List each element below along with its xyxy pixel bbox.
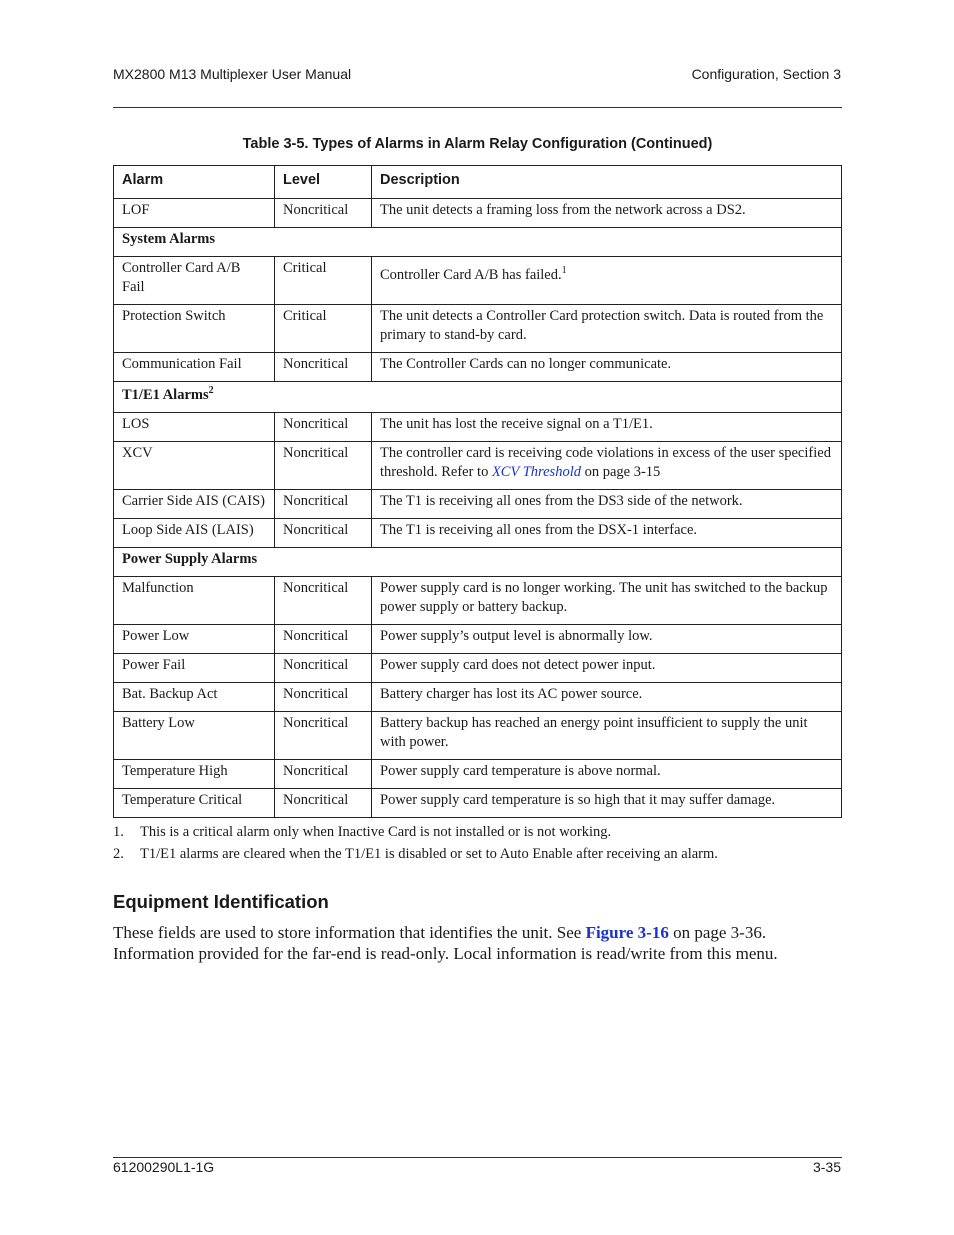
alarm-cell: Temperature High bbox=[114, 760, 275, 789]
level-cell: Noncritical bbox=[275, 199, 372, 228]
footnote bbox=[113, 823, 842, 845]
footnote-number: 1. bbox=[113, 824, 124, 840]
alarm-cell: Loop Side AIS (LAIS) bbox=[114, 519, 275, 548]
column-header-level: Level bbox=[275, 166, 372, 199]
level-cell: Noncritical bbox=[275, 683, 372, 712]
alarm-cell: Communication Fail bbox=[114, 353, 275, 382]
level-cell: Noncritical bbox=[275, 413, 372, 442]
table-row bbox=[114, 519, 842, 548]
alarm-cell: Controller Card A/B Fail bbox=[114, 257, 275, 305]
alarm-cell: Protection Switch bbox=[114, 305, 275, 353]
alarm-cell: Bat. Backup Act bbox=[114, 683, 275, 712]
description-cell: Battery backup has reached an energy point insufficient to supply the unit with power. bbox=[372, 712, 842, 760]
section-row bbox=[114, 228, 842, 257]
footnote-text: T1/E1 alarms are cleared when the T1/E1 is disabled or set to Auto Enable after receiving an alarm. bbox=[140, 846, 718, 862]
table-row bbox=[114, 683, 842, 712]
table-row bbox=[114, 257, 842, 305]
header-rule bbox=[113, 107, 842, 108]
running-header-title: MX2800 M13 Multiplexer User Manual bbox=[113, 66, 352, 82]
section-row bbox=[114, 548, 842, 577]
alarm-cell: LOF bbox=[114, 199, 275, 228]
level-cell: Noncritical bbox=[275, 760, 372, 789]
description-cell: The Controller Cards can no longer communicate. bbox=[372, 353, 842, 382]
table-row bbox=[114, 712, 842, 760]
footnote bbox=[113, 845, 842, 867]
table-row bbox=[114, 353, 842, 382]
alarm-cell: Malfunction bbox=[114, 577, 275, 625]
description-text: The controller card is receiving code violations in excess of the user specified threshold. Refer to bbox=[380, 445, 831, 480]
table-row bbox=[114, 625, 842, 654]
description-text: Controller Card A/B has failed. bbox=[380, 267, 562, 283]
section-row bbox=[114, 382, 842, 413]
description-cell: The T1 is receiving all ones from the DS3 side of the network. bbox=[372, 490, 842, 519]
figure-reference-link[interactable]: Figure 3-16 bbox=[585, 923, 669, 942]
level-cell: Noncritical bbox=[275, 625, 372, 654]
xcv-threshold-link[interactable]: XCV Threshold bbox=[491, 464, 581, 480]
table-row bbox=[114, 789, 842, 818]
description-cell: Power supply card does not detect power input. bbox=[372, 654, 842, 683]
description-cell bbox=[372, 257, 842, 305]
column-header-alarm: Alarm bbox=[114, 166, 275, 199]
footer-rule bbox=[113, 1157, 842, 1158]
alarm-cell: Power Low bbox=[114, 625, 275, 654]
table-row bbox=[114, 305, 842, 353]
level-cell: Noncritical bbox=[275, 577, 372, 625]
level-cell: Noncritical bbox=[275, 712, 372, 760]
description-cell: The T1 is receiving all ones from the DSX-1 interface. bbox=[372, 519, 842, 548]
body-text: on page 3-36. Information provided for the far-end is read-only. Local information is read/write from this menu. bbox=[113, 923, 778, 963]
table-row bbox=[114, 442, 842, 490]
table-header-row bbox=[114, 166, 842, 199]
table-caption: Table 3-5. Types of Alarms in Alarm Relay Configuration (Continued) bbox=[242, 136, 713, 152]
description-cell: Battery charger has lost its AC power source. bbox=[372, 683, 842, 712]
table-row bbox=[114, 490, 842, 519]
description-cell: The unit has lost the receive signal on a T1/E1. bbox=[372, 413, 842, 442]
alarms-table bbox=[113, 165, 842, 818]
table-row bbox=[114, 654, 842, 683]
description-cell bbox=[372, 442, 842, 490]
description-cell: The unit detects a Controller Card protection switch. Data is routed from the primary to stand-by card. bbox=[372, 305, 842, 353]
description-cell: Power supply card temperature is so high that it may suffer damage. bbox=[372, 789, 842, 818]
page-number: 3-35 bbox=[812, 1159, 841, 1175]
footnotes bbox=[113, 823, 842, 867]
level-cell: Noncritical bbox=[275, 442, 372, 490]
level-cell: Noncritical bbox=[275, 353, 372, 382]
table-row bbox=[114, 413, 842, 442]
section-heading: Equipment Identification bbox=[113, 891, 329, 912]
table-row bbox=[114, 577, 842, 625]
alarm-cell: Battery Low bbox=[114, 712, 275, 760]
footnote-marker: 1 bbox=[561, 265, 567, 277]
section-label: Power Supply Alarms bbox=[114, 548, 842, 577]
column-header-description: Description bbox=[372, 166, 842, 199]
section-label-cell bbox=[114, 382, 842, 413]
level-cell: Noncritical bbox=[275, 490, 372, 519]
level-cell: Critical bbox=[275, 257, 372, 305]
footnote-text: This is a critical alarm only when Inactive Card is not installed or is not working. bbox=[140, 824, 612, 840]
alarm-cell: Power Fail bbox=[114, 654, 275, 683]
alarm-cell: XCV bbox=[114, 442, 275, 490]
document-number: 61200290L1-1G bbox=[113, 1159, 215, 1175]
footnote-number: 2. bbox=[113, 846, 124, 862]
description-cell: Power supply card is no longer working. The unit has switched to the backup power supply or battery backup. bbox=[372, 577, 842, 625]
description-cell: Power supply’s output level is abnormally low. bbox=[372, 625, 842, 654]
section-label: System Alarms bbox=[114, 228, 842, 257]
alarm-cell: Carrier Side AIS (CAIS) bbox=[114, 490, 275, 519]
body-paragraph bbox=[113, 922, 842, 964]
footnote-marker: 2 bbox=[208, 385, 214, 397]
table-row bbox=[114, 199, 842, 228]
running-header-section: Configuration, Section 3 bbox=[691, 66, 841, 82]
level-cell: Noncritical bbox=[275, 654, 372, 683]
description-cell: Power supply card temperature is above normal. bbox=[372, 760, 842, 789]
alarm-cell: Temperature Critical bbox=[114, 789, 275, 818]
table-row bbox=[114, 760, 842, 789]
level-cell: Noncritical bbox=[275, 519, 372, 548]
description-cell: The unit detects a framing loss from the network across a DS2. bbox=[372, 199, 842, 228]
section-label: T1/E1 Alarms bbox=[122, 387, 209, 403]
alarm-cell: LOS bbox=[114, 413, 275, 442]
description-text: on page 3-15 bbox=[580, 464, 661, 480]
level-cell: Critical bbox=[275, 305, 372, 353]
body-text: These fields are used to store information that identifies the unit. See bbox=[113, 923, 586, 942]
level-cell: Noncritical bbox=[275, 789, 372, 818]
